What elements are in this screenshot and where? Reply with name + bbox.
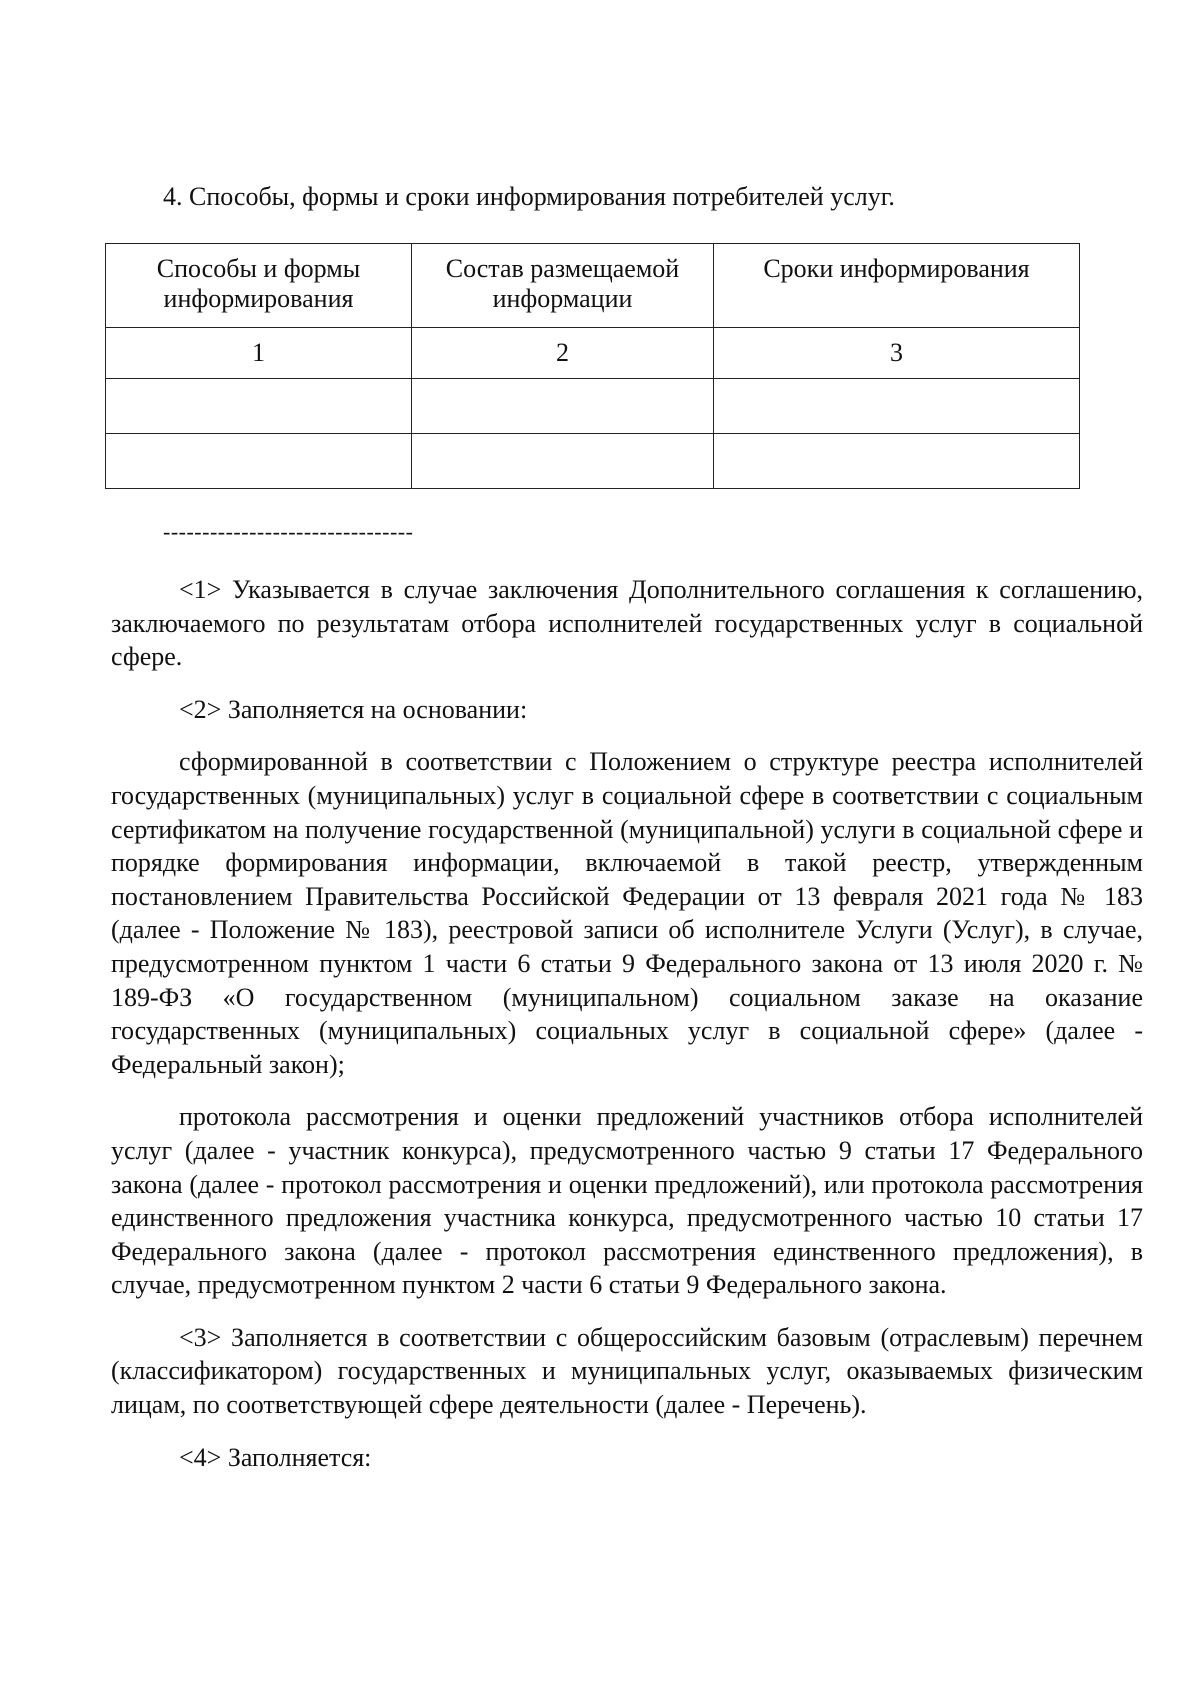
footnote-2-item-protocol: протокола рассмотрения и оценки предложений участников отбора исполнителей услуг (далее - участник конкурса), предусмотренного частью 9 статьи 17 Федерального закона (далее - протокол рассмотрения и оценки предложений), или протокола рассмотрения единственного предложения участника конкурса, предусмотренного частью 10 статьи 17 Федерального закона (далее - протокол рассмотрения единственного предложения), в случае, предусмотренном пунктом 2 части 6 статьи 9 Федерального закона. — [111, 1102, 1143, 1300]
table-header-cell: Состав размещаемой информации — [412, 244, 714, 328]
table-header-row — [106, 244, 1080, 328]
table-row — [106, 434, 1080, 489]
footnote-4: <4> Заполняется: — [179, 1442, 372, 1472]
table-cell — [714, 434, 1080, 489]
table-header-cell: Сроки информирования — [714, 244, 1080, 328]
table-column-number-row — [106, 328, 1080, 379]
table-cell — [714, 379, 1080, 434]
table-header-cell: Способы и формы информирования — [106, 244, 412, 328]
table-cell — [106, 379, 412, 434]
table-column-number: 2 — [412, 328, 714, 379]
footnotes — [111, 573, 1143, 1493]
table-cell — [412, 434, 714, 489]
footnote-2: <2> Заполняется на основании: — [179, 694, 528, 724]
table-cell — [106, 434, 412, 489]
informing-methods-table — [105, 243, 1080, 489]
table-cell — [412, 379, 714, 434]
table-row — [106, 379, 1080, 434]
footnote-separator: -------------------------------- — [163, 519, 414, 544]
footnote-3: <3> Заполняется в соответствии с общероссийским базовым (отраслевым) перечнем (классификатором) государственных и муниципальных услуг, оказываемых физическим лицам, по соответствующей сфере деятельности (далее - Перечень). — [111, 1322, 1143, 1420]
footnote-1: <1> Указывается в случае заключения Дополнительного соглашения к соглашению, заключаемого по результатам отбора исполнителей государственных услуг в социальной сфере. — [111, 575, 1143, 672]
footnote-2-item-registry: сформированной в соответствии с Положением о структуре реестра исполнителей государственных (муниципальных) услуг в социальной сфере в соответствии с социальным сертификатом на получение государственной (муниципальной) услуги в социальной сфере и порядке формирования информации, включаемой в такой реестр, утвержденным постановлением Правительства Российской Федерации от 13 февраля 2021 года № 183 (далее - Положение № 183), реестровой записи об исполнителе Услуги (Услуг), в случае, предусмотренном пунктом 1 части 6 статьи 9 Федерального закона от 13 июля 2020 г. № 189-ФЗ «О государственном (муниципальном) социальном заказе на оказание государственных (муниципальных) социальных услуг в социальной сфере» (далее - Федеральный закон); — [111, 747, 1143, 1079]
section-heading: 4. Способы, формы и сроки информирования потребителей услуг. — [163, 182, 895, 211]
table-column-number: 1 — [106, 328, 412, 379]
table-column-number: 3 — [714, 328, 1080, 379]
